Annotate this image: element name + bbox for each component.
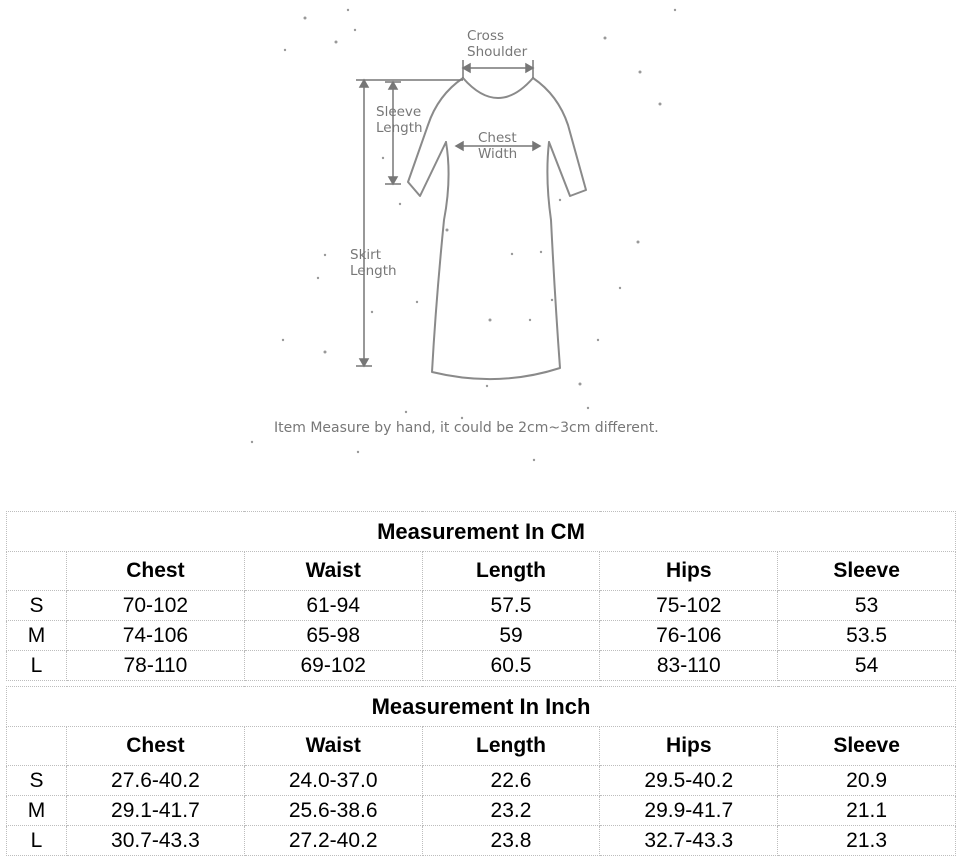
chest-width-label: Chest <box>478 130 517 146</box>
table-title-row <box>7 512 956 552</box>
table-title-row <box>7 687 956 727</box>
skirt-length-label-2: Length <box>350 263 397 279</box>
header-cell: Sleeve <box>778 727 956 766</box>
table-cell: 65-98 <box>244 621 422 651</box>
table-cell: 57.5 <box>422 591 600 621</box>
table-cell: 29.5-40.2 <box>600 766 778 796</box>
cross-shoulder-label-2: Shoulder <box>467 44 528 60</box>
size-cell: S <box>7 766 67 796</box>
table-cell: 32.7-43.3 <box>600 826 778 856</box>
table-cell: 78-110 <box>67 651 245 681</box>
table-cell: 69-102 <box>244 651 422 681</box>
size-cell: M <box>7 621 67 651</box>
header-cell: Chest <box>67 552 245 591</box>
table-cell: 59 <box>422 621 600 651</box>
header-cell: Length <box>422 552 600 591</box>
dress-outline <box>408 78 586 379</box>
cross-shoulder-arrow <box>463 60 533 78</box>
table-cell: 53 <box>778 591 956 621</box>
table-cell: 83-110 <box>600 651 778 681</box>
table-row <box>7 621 956 651</box>
size-cell: L <box>7 651 67 681</box>
table-cell: 24.0-37.0 <box>244 766 422 796</box>
skirt-length-label: Skirt <box>350 247 381 263</box>
table-cell: 23.2 <box>422 796 600 826</box>
size-cell: M <box>7 796 67 826</box>
table-cell: 29.9-41.7 <box>600 796 778 826</box>
table-cell: 30.7-43.3 <box>67 826 245 856</box>
table-cell: 22.6 <box>422 766 600 796</box>
table-cell: 60.5 <box>422 651 600 681</box>
table-cell: 29.1-41.7 <box>67 796 245 826</box>
size-table-cm <box>6 511 956 681</box>
table-row <box>7 826 956 856</box>
table-row <box>7 591 956 621</box>
sleeve-length-label-2: Length <box>376 120 423 136</box>
header-cell: Sleeve <box>778 552 956 591</box>
table-cell: 53.5 <box>778 621 956 651</box>
table-row <box>7 651 956 681</box>
table-cell: 27.2-40.2 <box>244 826 422 856</box>
table-cell: 61-94 <box>244 591 422 621</box>
chest-width-label-2: Width <box>478 146 518 162</box>
header-cell: Waist <box>244 727 422 766</box>
table-cell: 76-106 <box>600 621 778 651</box>
table-cell: 21.1 <box>778 796 956 826</box>
size-table-inch <box>6 686 956 856</box>
table-header-row <box>7 727 956 766</box>
measurement-note: Item Measure by hand, it could be 2cm~3cm different. <box>274 420 659 436</box>
table-cell: 21.3 <box>778 826 956 856</box>
table-cell: 70-102 <box>67 591 245 621</box>
table-cell: 54 <box>778 651 956 681</box>
table-cell: 25.6-38.6 <box>244 796 422 826</box>
table-title: Measurement In Inch <box>7 687 956 727</box>
header-cell: Hips <box>600 552 778 591</box>
header-cell: Length <box>422 727 600 766</box>
table-cell: 74-106 <box>67 621 245 651</box>
header-cell: Chest <box>67 727 245 766</box>
table-cell: 20.9 <box>778 766 956 796</box>
table-row <box>7 796 956 826</box>
table-header-row <box>7 552 956 591</box>
header-cell <box>7 552 67 591</box>
size-cell: L <box>7 826 67 856</box>
size-cell: S <box>7 591 67 621</box>
cross-shoulder-label: Cross <box>467 28 505 44</box>
table-row <box>7 766 956 796</box>
table-cell: 23.8 <box>422 826 600 856</box>
header-cell: Waist <box>244 552 422 591</box>
sleeve-length-label: Sleeve <box>376 104 422 120</box>
table-cell: 75-102 <box>600 591 778 621</box>
header-cell: Hips <box>600 727 778 766</box>
header-cell <box>7 727 67 766</box>
table-cell: 27.6-40.2 <box>67 766 245 796</box>
table-title: Measurement In CM <box>7 512 956 552</box>
